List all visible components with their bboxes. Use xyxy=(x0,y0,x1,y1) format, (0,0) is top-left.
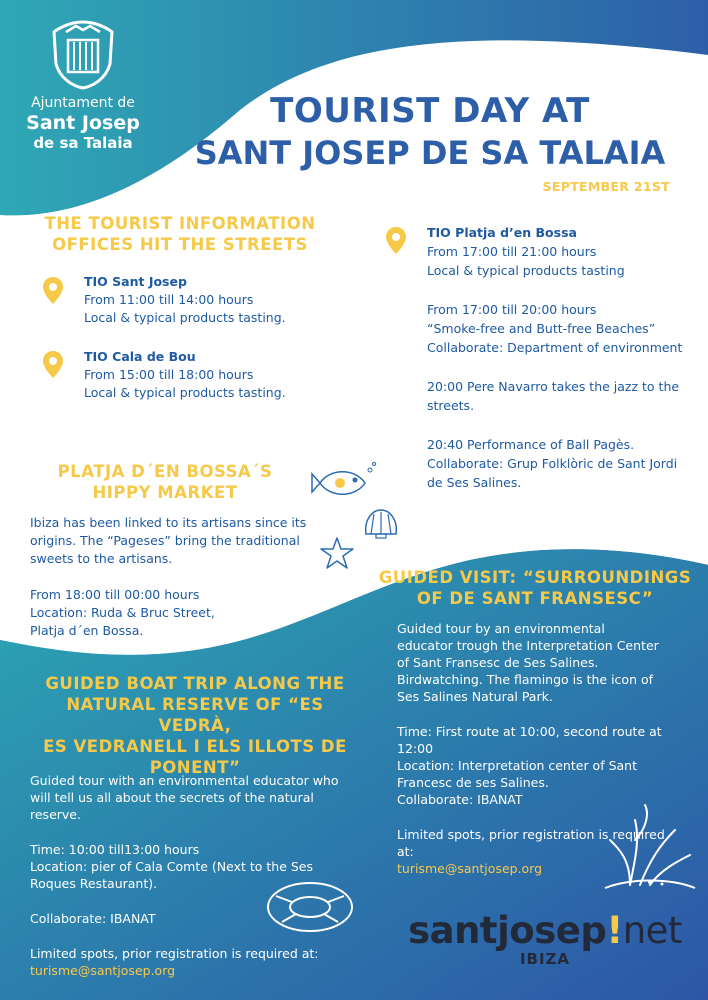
guided-visit-heading-line-1: GUIDED VISIT: “SURROUNDINGS xyxy=(378,568,692,587)
boat-desc-line-1: Guided tour with an environmental educator who xyxy=(30,773,339,788)
boat-collaborator: Collaborate: IBANAT xyxy=(30,911,156,926)
tio-cala-de-bou xyxy=(84,348,344,402)
tio-platja-den-bossa xyxy=(427,224,697,492)
location-pin-icon xyxy=(42,276,64,306)
office-activity: Local & typical products tasting. xyxy=(84,310,286,325)
office-activity: Local & typical products tasting xyxy=(427,263,625,278)
boat-location-line-1: Location: pier of Cala Comte (Next to the Ses xyxy=(30,859,314,874)
tio-heading-line-2: OFFICES HIT THE STREETS xyxy=(52,234,308,254)
market-body xyxy=(30,514,330,640)
logo-line-2: Sant Josep xyxy=(26,112,140,134)
logo-line-1: Ajuntament de xyxy=(31,95,135,111)
brand-logo xyxy=(400,910,690,968)
market-time: From 18:00 till 00:00 hours xyxy=(30,587,200,602)
visit-desc-line-4: Birdwatching. The flamingo is the icon of xyxy=(397,672,654,687)
logo-text xyxy=(18,94,148,153)
market-location-line-1: Location: Ruda & Bruc Street, xyxy=(30,605,215,620)
visit-desc-line-5: Ses Salines Natural Park. xyxy=(397,689,553,704)
tio-sant-josep xyxy=(84,273,344,327)
visit-collaborator: Collaborate: IBANAT xyxy=(397,792,523,807)
boat-trip-heading xyxy=(30,673,360,778)
visit-desc-line-1: Guided tour by an environmental xyxy=(397,621,605,636)
office-activity: Local & typical products tasting. xyxy=(84,385,286,400)
visit-limited-line-1: Limited spots, prior registration is required xyxy=(397,827,665,842)
visit-location-line-2: Francesc de ses Salines. xyxy=(397,775,549,790)
tio-heading xyxy=(30,214,330,255)
visit-limited-line-2: at: xyxy=(397,844,414,859)
market-heading-line-1: PLATJA D´EN BOSSA´S xyxy=(57,462,273,481)
jazz-event-line-2: streets. xyxy=(427,398,475,413)
title-line-2: SANT JOSEP DE SA TALAIA xyxy=(194,134,666,172)
market-desc-line-2: origins. The “Pageses” bring the traditional xyxy=(30,533,300,548)
boat-limited: Limited spots, prior registration is required at: xyxy=(30,946,319,961)
visit-time-line-2: 12:00 xyxy=(397,741,434,756)
boat-time: Time: 10:00 till13:00 hours xyxy=(30,842,200,857)
visit-desc-line-2: educator trough the Interpretation Center xyxy=(397,638,659,653)
boat-email-link[interactable]: turisme@santjosep.org xyxy=(30,963,176,978)
brand-exclaim: ! xyxy=(606,909,623,952)
boat-location-line-2: Roques Restaurant). xyxy=(30,876,158,891)
boat-desc-line-3: reserve. xyxy=(30,807,81,822)
location-pin-icon xyxy=(385,226,407,256)
brand-sub: IBIZA xyxy=(519,950,571,968)
market-heading-line-2: HIPPY MARKET xyxy=(92,482,238,502)
brand-name-part-2: net xyxy=(622,909,682,952)
coat-of-arms-icon xyxy=(46,18,120,92)
brand-name xyxy=(400,910,690,952)
market-desc-line-3: sweets to the artisans. xyxy=(30,551,173,566)
title-line-1: TOURIST DAY AT xyxy=(270,91,590,131)
boat-heading-line-1: GUIDED BOAT TRIP ALONG THE xyxy=(45,674,345,693)
office-hours: From 15:00 till 18:00 hours xyxy=(84,367,254,382)
event-date: SEPTEMBER 21ST xyxy=(542,179,670,194)
office-name: TIO Sant Josep xyxy=(84,274,187,289)
visit-email-link[interactable]: turisme@santjosep.org xyxy=(397,861,543,876)
fish-icon xyxy=(310,458,380,508)
guided-visit-heading-line-2: OF DE SANT FRANSESC” xyxy=(416,588,654,608)
life-ring-icon xyxy=(262,878,358,936)
market-location-line-2: Platja d´en Bossa. xyxy=(30,623,144,638)
tio-heading-line-1: THE TOURIST INFORMATION xyxy=(44,214,316,233)
event-hours: From 17:00 till 20:00 hours xyxy=(427,302,597,317)
visit-time-line-1: Time: First route at 10:00, second route at xyxy=(397,724,662,739)
office-hours: From 17:00 till 21:00 hours xyxy=(427,244,597,259)
boat-heading-line-4: PONENT” xyxy=(149,758,241,777)
ball-event-line-1: 20:40 Performance of Ball Pagès. xyxy=(427,437,635,452)
ball-event-line-2: Collaborate: Grup Folklòric de Sant Jordi xyxy=(427,456,678,471)
boat-heading-line-2: NATURAL RESERVE OF “ES VEDRÀ, xyxy=(66,695,324,735)
brand-name-part-1: santjosep xyxy=(408,909,607,952)
boat-heading-line-3: ES VEDRANELL I ELS ILLOTS DE xyxy=(43,737,347,756)
visit-desc-line-3: of Sant Fransesc de Ses Salines. xyxy=(397,655,599,670)
market-heading xyxy=(30,462,300,503)
shell-icon xyxy=(362,506,400,540)
market-desc-line-1: Ibiza has been linked to its artisans since its xyxy=(30,515,307,530)
ball-event-line-3: de Ses Salines. xyxy=(427,475,522,490)
page-title xyxy=(180,90,680,174)
coral-icon xyxy=(600,800,700,890)
office-hours: From 11:00 till 14:00 hours xyxy=(84,292,254,307)
boat-desc-line-2: will tell us all about the secrets of the natural xyxy=(30,790,314,805)
visit-location-line-1: Location: Interpretation center of Sant xyxy=(397,758,637,773)
guided-visit-heading xyxy=(370,568,700,609)
office-name: TIO Platja d’en Bossa xyxy=(427,225,577,240)
logo-line-3: de sa Talaia xyxy=(33,134,133,152)
event-name: “Smoke-free and Butt-free Beaches” xyxy=(427,321,656,336)
jazz-event-line-1: 20:00 Pere Navarro takes the jazz to the xyxy=(427,379,680,394)
office-name: TIO Cala de Bou xyxy=(84,349,196,364)
event-collaborator: Collaborate: Department of environment xyxy=(427,340,683,355)
boat-trip-body xyxy=(30,772,360,979)
location-pin-icon xyxy=(42,350,64,380)
